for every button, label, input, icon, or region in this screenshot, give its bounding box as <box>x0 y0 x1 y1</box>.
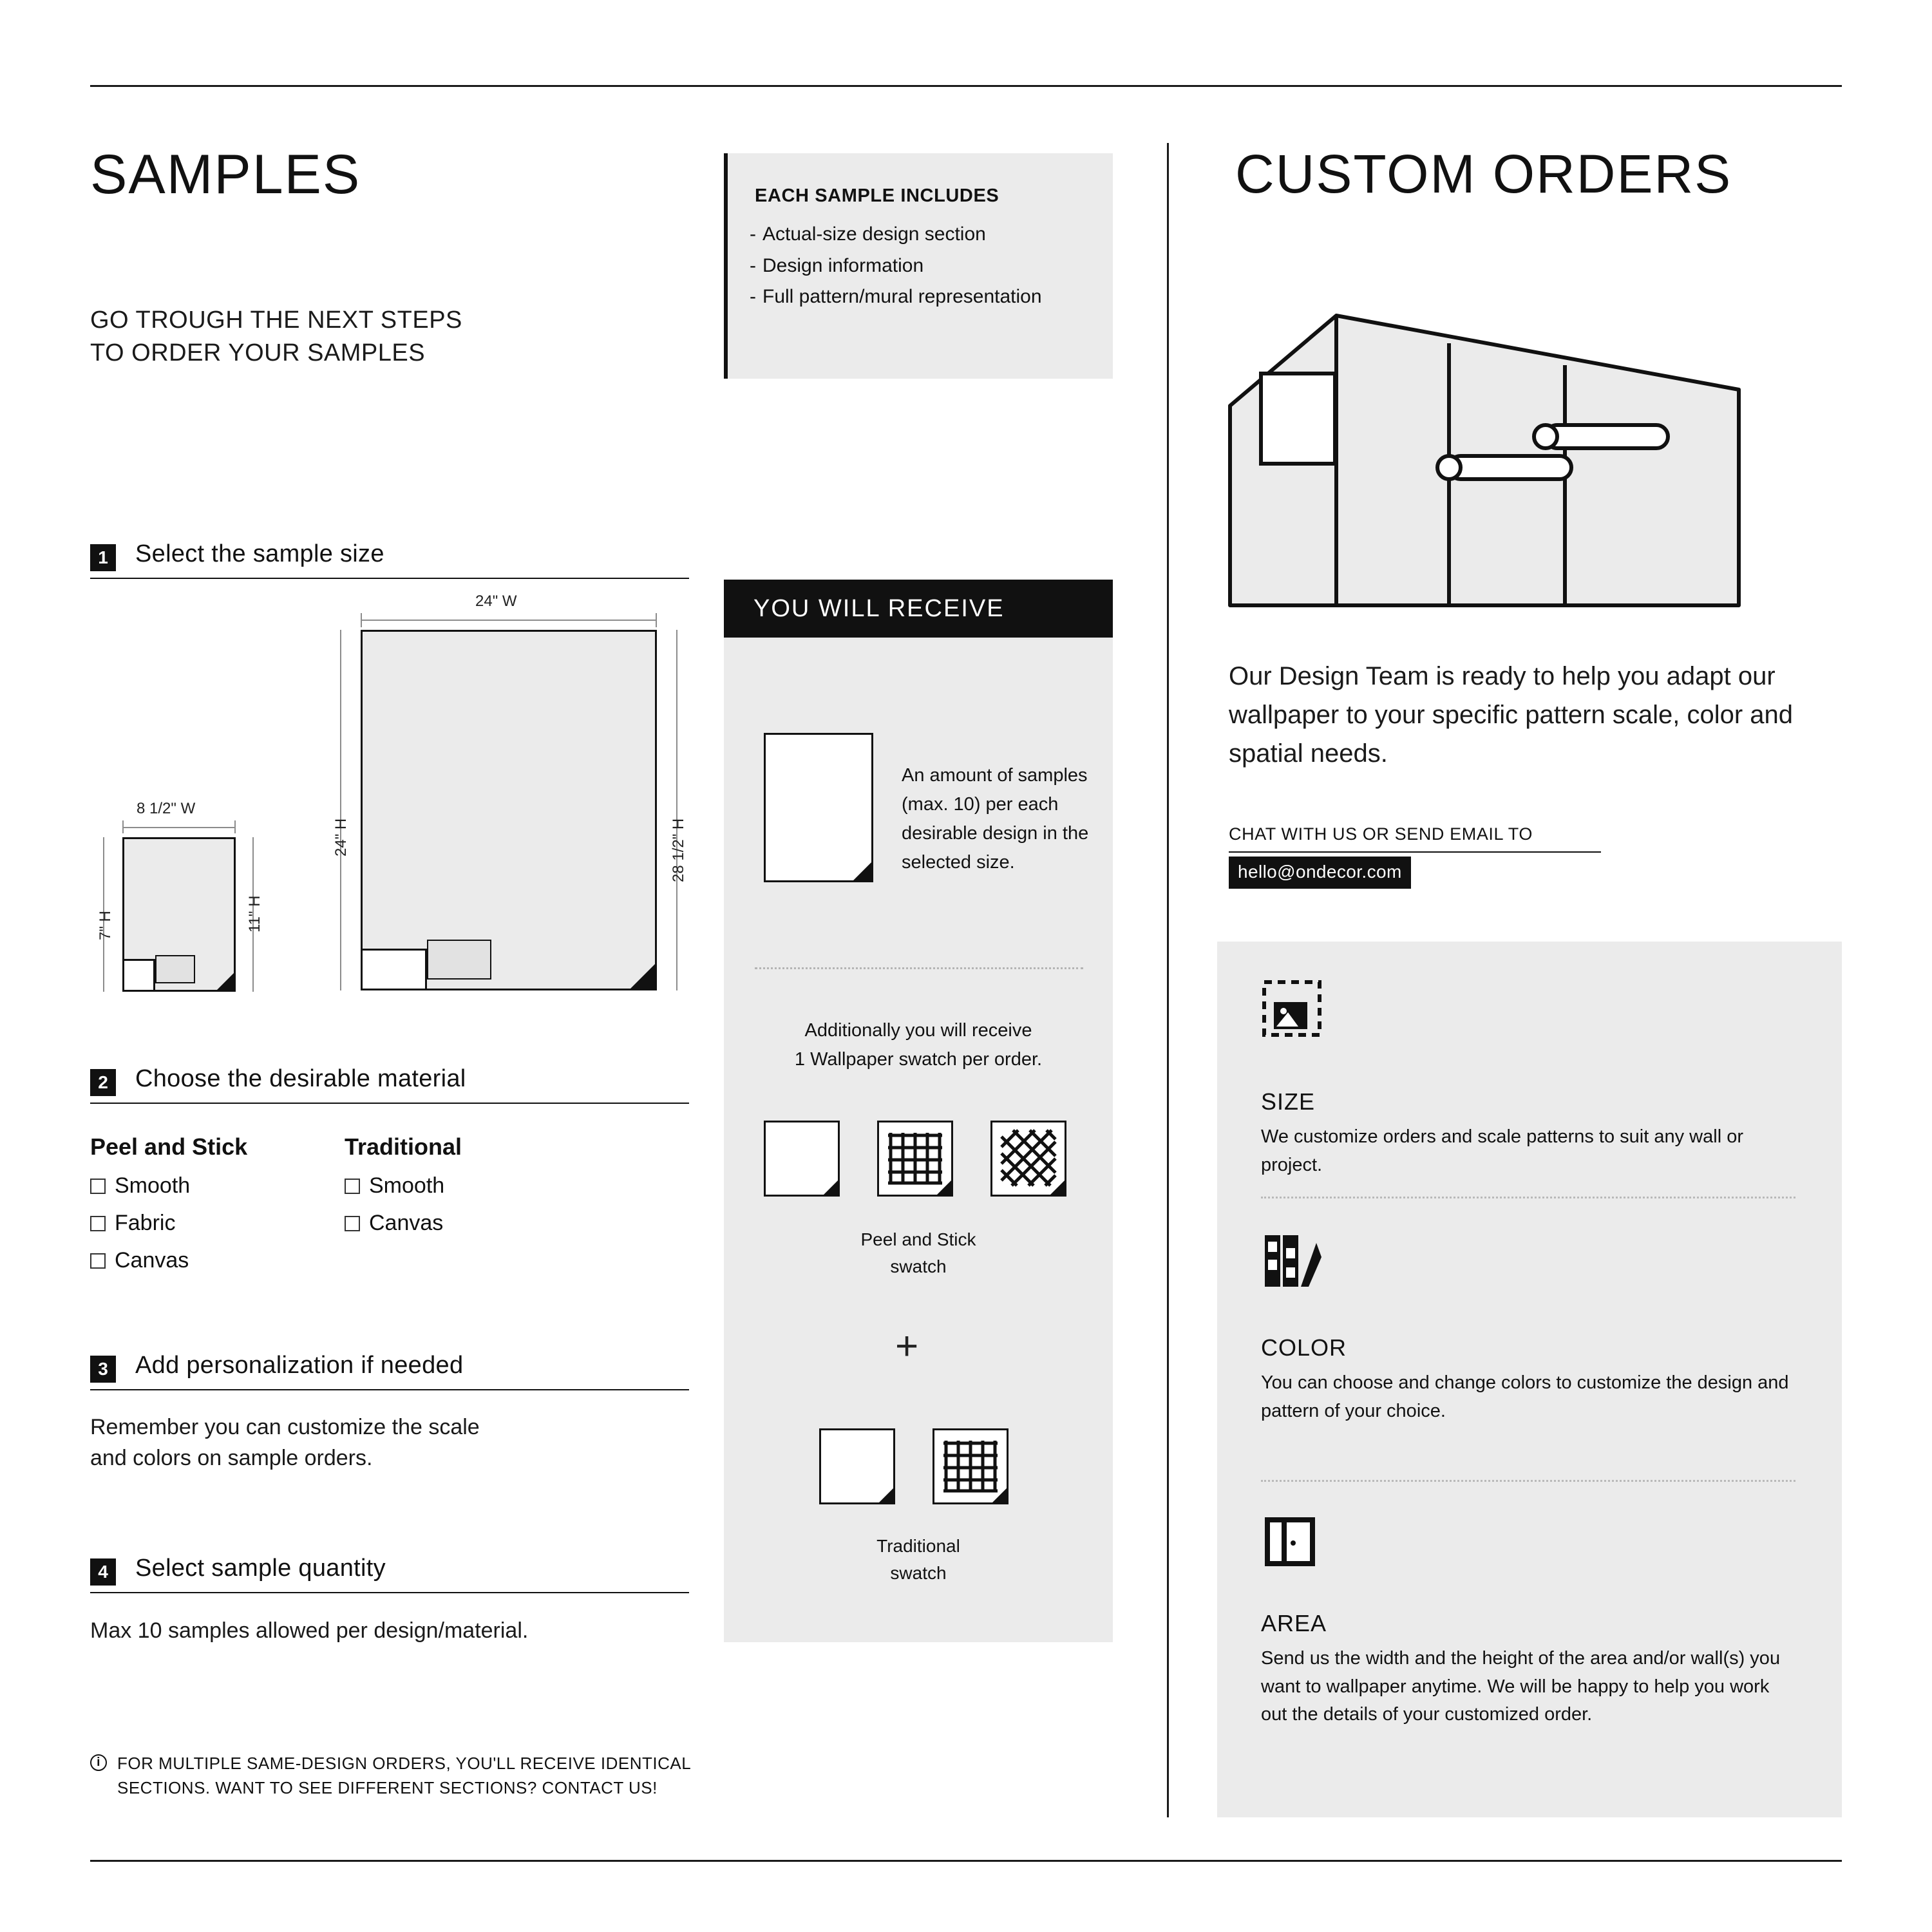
step-2-underline <box>90 1103 689 1104</box>
each-sample-includes-title: EACH SAMPLE INCLUDES <box>755 185 999 206</box>
you-will-receive-description: An amount of samples (max. 10) per each desirable design in the selected size. <box>902 765 1089 873</box>
step-4-underline <box>90 1592 689 1593</box>
swatch-grey-square <box>155 955 195 983</box>
room-illustration-svg <box>1224 309 1745 612</box>
step-3-body <box>90 1412 689 1474</box>
page-title-samples: SAMPLES <box>90 144 361 205</box>
material-option-label: Canvas <box>369 1211 444 1235</box>
samples-subheading-line1: GO TROUGH THE NEXT STEPS <box>90 307 462 334</box>
footnote <box>90 1752 927 1800</box>
footnote-line1: FOR MULTIPLE SAME-DESIGN ORDERS, YOU'LL RECEIVE IDENTICAL <box>117 1754 692 1773</box>
step-3-underline <box>90 1389 689 1390</box>
corner-fold-icon <box>937 1180 951 1195</box>
checkbox-icon[interactable] <box>90 1253 106 1269</box>
panel-separator <box>755 967 1083 969</box>
corner-fold-icon <box>217 973 234 990</box>
page-title-custom-orders: CUSTOM ORDERS <box>1235 144 1732 204</box>
feature-title-color: COLOR <box>1261 1334 1347 1361</box>
design-team-paragraph: Our Design Team is ready to help you adapt our wallpaper to your specific pattern scale, color and spatial needs. <box>1229 662 1794 768</box>
room-illustration <box>1224 309 1745 612</box>
dimension-line-left-large <box>340 630 341 990</box>
dimension-tick <box>122 820 124 833</box>
checkbox-icon[interactable] <box>90 1216 106 1231</box>
each-sample-includes-accent-bar <box>724 153 728 379</box>
list-item <box>750 251 1097 282</box>
material-group-peel-and-stick-title: Peel and Stick <box>90 1133 248 1160</box>
material-option-peel-smooth[interactable] <box>90 1173 190 1198</box>
traditional-swatch-caption <box>724 1533 1113 1587</box>
peel-caption-line1: Peel and Stick <box>860 1229 976 1249</box>
image-frame-icon <box>1261 979 1323 1041</box>
wall-area-icon-svg <box>1261 1512 1323 1571</box>
swatch-tile-canvas <box>990 1121 1066 1197</box>
additional-swatch-note-line2: 1 Wallpaper swatch per order. <box>794 1048 1043 1070</box>
you-will-receive-title: YOU WILL RECEIVE <box>753 594 1005 622</box>
you-will-receive-header <box>724 580 1113 638</box>
traditional-caption-line1: Traditional <box>876 1536 960 1556</box>
step-3-label: Add personalization if needed <box>135 1352 464 1379</box>
swatch-grey-square <box>427 940 491 980</box>
material-option-traditional-smooth[interactable] <box>345 1173 444 1198</box>
material-option-peel-fabric[interactable] <box>90 1211 175 1236</box>
additional-swatch-note-line1: Additionally you will receive <box>804 1020 1032 1041</box>
checkbox-icon[interactable] <box>345 1179 360 1194</box>
dimension-label-small-height-right: 11" H <box>246 895 263 933</box>
peel-caption-line2: swatch <box>890 1256 947 1276</box>
dash-icon: - <box>750 286 756 308</box>
dimension-tick <box>234 820 236 833</box>
swatch-tile-traditional-canvas <box>933 1428 1009 1504</box>
corner-fold-icon <box>824 1180 838 1195</box>
dash-icon: - <box>750 223 756 245</box>
dimension-label-small-width: 8 1/2" W <box>137 800 196 817</box>
dimension-tick <box>361 613 362 627</box>
traditional-caption-line2: swatch <box>890 1563 947 1583</box>
bottom-divider <box>90 1860 1842 1862</box>
list-item-label: Actual-size design section <box>762 223 986 245</box>
swatch-tile-traditional-smooth <box>819 1428 895 1504</box>
sample-swatch-small <box>122 837 236 992</box>
dimension-label-large-height-left: 24" H <box>332 818 350 857</box>
each-sample-includes-list <box>750 219 1097 313</box>
step-1-number: 1 <box>90 544 116 571</box>
dimension-line-top-large <box>361 620 657 621</box>
checkbox-icon[interactable] <box>345 1216 360 1231</box>
feature-separator <box>1261 1197 1795 1198</box>
dimension-line-right-large <box>676 630 677 990</box>
peel-and-stick-swatch-caption <box>724 1226 1113 1280</box>
list-item-label: Design information <box>762 254 924 276</box>
material-option-peel-canvas[interactable] <box>90 1248 189 1273</box>
feature-title-area: AREA <box>1261 1610 1327 1636</box>
feature-body-color: You can choose and change colors to customize the design and pattern of your choice. <box>1261 1372 1789 1421</box>
swatch-white-square <box>124 959 155 990</box>
feature-body-size: We customize orders and scale patterns to suit any wall or project. <box>1261 1126 1743 1175</box>
swatch-tile-fabric <box>877 1121 953 1197</box>
wall-area-icon <box>1261 1512 1323 1575</box>
step-3-body-line2: and colors on sample orders. <box>90 1446 373 1471</box>
contact-label: CHAT WITH US OR SEND EMAIL TO <box>1229 824 1533 844</box>
step-1-underline <box>90 578 689 579</box>
feature-title-size: SIZE <box>1261 1088 1316 1115</box>
material-option-label: Canvas <box>115 1248 189 1273</box>
list-item <box>750 219 1097 251</box>
footnote-line2: SECTIONS. WANT TO SEE DIFFERENT SECTIONS? CONTACT US! <box>117 1777 658 1797</box>
list-item <box>750 281 1097 313</box>
dimension-label-small-height-left: 7" H <box>97 911 114 940</box>
step-4-body: Max 10 samples allowed per design/material. <box>90 1618 529 1643</box>
step-4-number: 4 <box>90 1558 116 1586</box>
material-option-label: Smooth <box>115 1173 191 1198</box>
step-3-body-line1: Remember you can customize the scale <box>90 1415 480 1439</box>
swatch-white-square <box>363 949 427 989</box>
dimension-line-top-small <box>122 827 236 828</box>
step-2-number: 2 <box>90 1069 116 1096</box>
column-divider <box>1167 143 1169 1817</box>
color-palette-icon-svg <box>1261 1231 1323 1291</box>
info-icon: i <box>90 1754 107 1771</box>
dimension-label-large-height-right: 28 1/2" H <box>670 818 687 882</box>
additional-swatch-note <box>724 1016 1113 1074</box>
material-option-label: Fabric <box>115 1211 176 1235</box>
email-link[interactable]: hello@ondecor.com <box>1229 857 1411 889</box>
dash-icon: - <box>750 254 756 276</box>
list-item-label: Full pattern/mural representation <box>762 286 1042 308</box>
contact-underline <box>1229 851 1601 853</box>
material-option-label: Smooth <box>369 1173 445 1198</box>
material-option-traditional-canvas[interactable] <box>345 1211 443 1236</box>
samples-subheading-line2: TO ORDER YOUR SAMPLES <box>90 339 426 367</box>
step-3-number: 3 <box>90 1356 116 1383</box>
feature-separator <box>1261 1480 1795 1482</box>
material-group-traditional-title: Traditional <box>345 1133 462 1160</box>
dimension-tick <box>656 613 657 627</box>
corner-fold-icon <box>879 1488 893 1502</box>
dimension-label-large-width: 24" W <box>475 592 517 610</box>
feature-body-area: Send us the width and the height of the area and/or wall(s) you want to wallpaper anytime. We will be happy to help you work out the details of your customized order. <box>1261 1648 1781 1725</box>
step-1-label: Select the sample size <box>135 540 384 567</box>
top-divider <box>90 85 1842 87</box>
sample-sheet-preview <box>764 733 873 882</box>
corner-fold-icon <box>853 862 871 880</box>
color-palette-icon <box>1261 1231 1323 1294</box>
plus-icon: + <box>895 1324 919 1368</box>
corner-fold-icon <box>1050 1180 1065 1195</box>
samples-subheading <box>90 304 670 370</box>
corner-fold-icon <box>992 1488 1007 1502</box>
image-frame-icon-svg <box>1261 979 1323 1038</box>
corner-fold-icon <box>630 964 655 989</box>
step-2-label: Choose the desirable material <box>135 1065 466 1092</box>
checkbox-icon[interactable] <box>90 1179 106 1194</box>
swatch-tile-smooth <box>764 1121 840 1197</box>
sample-swatch-large <box>361 630 657 990</box>
step-4-label: Select sample quantity <box>135 1555 386 1582</box>
